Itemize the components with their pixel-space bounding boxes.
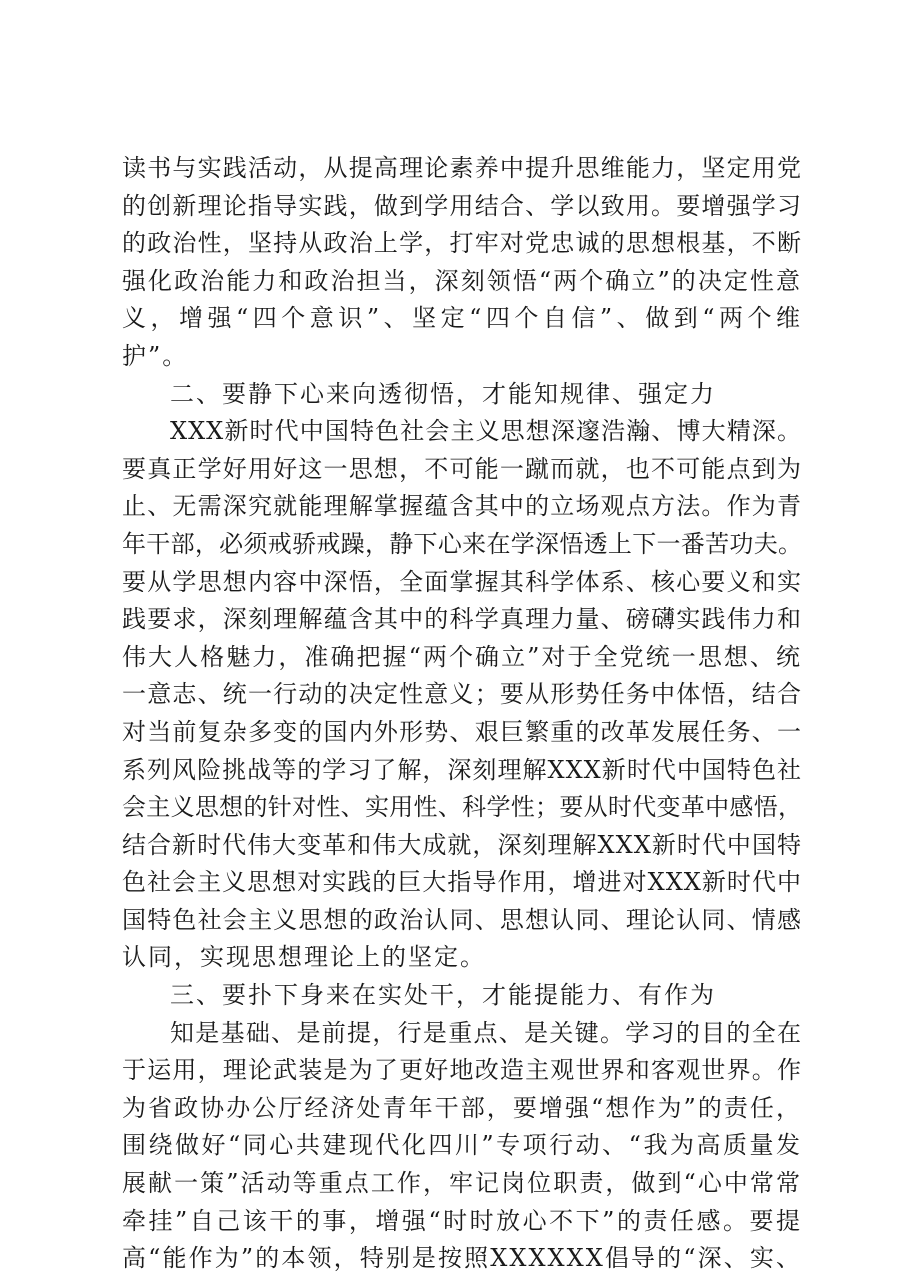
text-line: 三、要扑下身来在实处干，才能提能力、有作为 <box>170 981 716 1010</box>
text-line: 的创新理论指导实践，做到学用结合、学以致用。要增强学习 <box>122 191 802 220</box>
text-line: 围绕做好“同心共建现代化四川”专项行动、“我为高质量发 <box>122 1131 802 1160</box>
text-line: 对当前复杂多变的国内外形势、艰巨繁重的改革发展任务、一 <box>122 717 802 746</box>
text-line: 二、要静下心来向透彻悟，才能知规律、强定力 <box>170 379 716 408</box>
text-line: 践要求，深刻理解蕴含其中的科学真理力量、磅礴实践伟力和 <box>122 605 802 634</box>
text-line: 强化政治能力和政治担当，深刻领悟“两个确立”的决定性意 <box>122 266 802 295</box>
text-line: 止、无需深究就能理解掌握蕴含其中的立场观点方法。作为青 <box>122 492 802 521</box>
text-line: 高“能作为”的本领，特别是按照XXXXXX倡导的“深、实、 <box>122 1244 802 1273</box>
text-line: 认同，实现思想理论上的坚定。 <box>122 943 486 972</box>
text-line: 年干部，必须戒骄戒躁，静下心来在学深悟透上下一番苦功夫。 <box>122 529 802 558</box>
text-line: 护”。 <box>122 341 189 370</box>
text-line: 要从学思想内容中深悟，全面掌握其科学体系、核心要义和实 <box>122 567 802 596</box>
text-line: 要真正学好用好这一思想，不可能一蹴而就，也不可能点到为 <box>122 454 802 483</box>
text-line: 展献一策”活动等重点工作，牢记岗位职责，做到“心中常常 <box>122 1169 802 1198</box>
text-line: 会主义思想的针对性、实用性、科学性；要从时代变革中感悟， <box>122 793 802 822</box>
text-line: 结合新时代伟大变革和伟大成就，深刻理解XXX新时代中国特 <box>122 830 802 859</box>
text-line: 牵挂”自己该干的事，增强“时时放心不下”的责任感。要提 <box>122 1206 802 1235</box>
text-line: 读书与实践活动，从提高理论素养中提升思维能力，坚定用党 <box>122 154 802 182</box>
text-line: XXX新时代中国特色社会主义思想深邃浩瀚、博大精深。 <box>170 417 802 446</box>
text-line: 国特色社会主义思想的政治认同、思想认同、理论认同、情感 <box>122 905 802 934</box>
text-line: 的政治性，坚持从政治上学，打牢对党忠诚的思想根基，不断 <box>122 229 802 258</box>
text-line: 伟大人格魅力，准确把握“两个确立”对于全党统一思想、统 <box>122 642 802 671</box>
text-line: 色社会主义思想对实践的巨大指导作用，增进对XXX新时代中 <box>122 868 802 897</box>
text-line: 系列风险挑战等的学习了解，深刻理解XXX新时代中国特色社 <box>122 755 802 784</box>
text-line: 于运用，理论武装是为了更好地改造主观世界和客观世界。作 <box>122 1056 802 1085</box>
text-line: 一意志、统一行动的决定性意义；要从形势任务中体悟，结合 <box>122 680 802 709</box>
text-line: 义，增强“四个意识”、坚定“四个自信”、做到“两个维 <box>122 304 802 333</box>
text-line: 知是基础、是前提，行是重点、是关键。学习的目的全在 <box>170 1018 802 1047</box>
body-text <box>122 150 802 1278</box>
text-line: 为省政协办公厅经济处青年干部，要增强“想作为”的责任， <box>122 1093 802 1122</box>
